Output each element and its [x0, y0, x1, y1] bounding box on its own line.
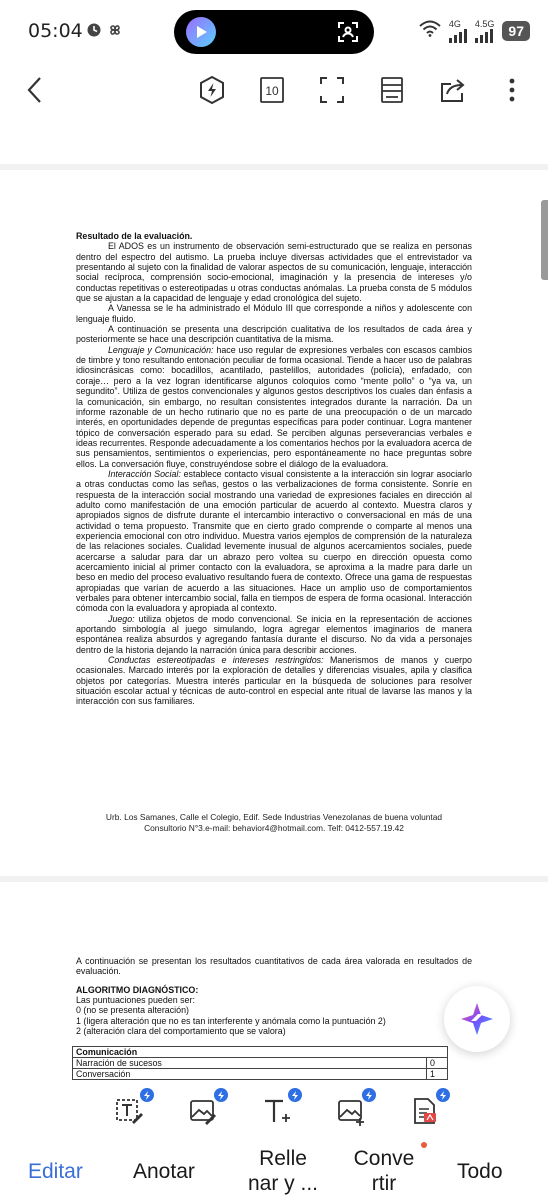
play-text: utiliza objetos de modo convencional. Se inicia en la representación de acciones aportando simbología al juego simulando, logra agregar elementos imaginarios de manera espontánea realiza absurdos y agregando fantasía durante el discurso. No da vida a personajes dentro de la historia dejando la narración única para describir acciones. — [76, 613, 472, 655]
pdf-convert-icon[interactable] — [410, 1096, 442, 1128]
table-header: Comunicación — [73, 1047, 448, 1058]
ai-shield-icon[interactable] — [197, 74, 227, 106]
tab-fill-line1: Relle — [259, 1147, 307, 1170]
back-arrow-icon[interactable] — [20, 74, 50, 106]
algorithm-title: ALGORITMO DIAGNÓSTICO: — [76, 984, 199, 995]
tab-convert[interactable] — [347, 1146, 421, 1196]
behaviors-text: Manerismos de manos y cuerpo ocasionales. Marcado interés por la exploración de detalles y diferencias visuales, apila y clasifica objetos por categorías. Muestra interés particular en la búsqueda de soluciones para resolver situación escolar actual y técnicas de auto-control en especial ante ritual de lavarse las manos y la interacción con sus familiares. — [76, 655, 472, 707]
footer-contact: Consultorio N°3.e-mail: behavior4@hotmail.com. Telf: 0412-557.19.42 — [144, 822, 404, 833]
alarm-icon — [86, 22, 102, 38]
tab-annotate[interactable]: Anotar — [133, 1160, 195, 1183]
score-0: 0 (no se presenta alteración) — [76, 1005, 189, 1016]
wifi-icon — [419, 20, 441, 42]
system-icons — [419, 18, 530, 44]
edit-tools-row — [0, 1082, 548, 1140]
add-image-icon[interactable] — [336, 1096, 368, 1128]
tab-convert-line2: rtir — [371, 1172, 397, 1195]
premium-badge-icon — [362, 1088, 376, 1102]
tab-fill-line2: nar y ... — [247, 1172, 319, 1195]
row-value: 0 — [427, 1058, 448, 1069]
page-previous — [0, 122, 548, 164]
premium-badge-icon — [214, 1088, 228, 1102]
scores-intro: Las puntuaciones pueden ser: — [76, 995, 195, 1006]
paragraph-behaviors — [76, 655, 472, 707]
social-label: Interacción Social: — [108, 468, 181, 479]
paragraph-description: A continuación se presenta una descripción cualitativa de los resultados de cada área y posteriormente se hace una descripción cuantitativa de la misma. — [76, 324, 472, 345]
edit-text-icon[interactable] — [114, 1096, 146, 1128]
more-icon[interactable] — [497, 74, 527, 106]
signal-bars-icon — [475, 29, 493, 43]
score-1: 1 (ligera alteración que no es tan interferente y anómala como la puntuación 2) — [76, 1015, 386, 1026]
screen-capture-icon[interactable] — [336, 20, 360, 44]
behaviors-label: Conductas estereotipadas e intereses restringidos: — [108, 655, 324, 666]
paragraph-ados: El ADOS es un instrumento de observación semi-estructurado que se realiza en personas dentro del espectro del autismo. La prueba incluye diversas actividades que el entrevistador va presentando al sujeto con la finalidad de valorar aspectos de su comunicación, lenguaje, interacción social recíproca, comprensión socio-emocional, imaginación y la presencia de intereses y/o conductas repetitivas o estereotipadas u otras conductas anómalas. La prueba consta de 5 módulos que se ajustan a la capacidad de lenguaje y edad cronológica del sujeto. — [76, 241, 472, 304]
status-bar — [0, 0, 548, 62]
fullscreen-icon[interactable] — [317, 74, 347, 106]
premium-badge-icon — [436, 1088, 450, 1102]
edit-image-icon[interactable] — [188, 1096, 220, 1128]
row-label: Narración de sucesos — [73, 1058, 427, 1069]
signal-2 — [475, 20, 495, 43]
signal-1 — [449, 20, 467, 43]
page-2-text — [76, 956, 472, 1036]
signal-bars-icon — [449, 29, 467, 43]
footer-address: Urb. Los Samanes, Calle el Colegio, Edif. Sede Industrias Venezolanas de buena voluntad — [105, 812, 443, 822]
fan-icon — [107, 22, 123, 38]
table-row — [73, 1069, 448, 1080]
tab-edit[interactable]: Editar — [28, 1160, 83, 1183]
row-label: Conversación — [73, 1069, 427, 1080]
page-1[interactable] — [0, 170, 548, 876]
row-value: 1 — [427, 1069, 448, 1080]
page-1-text — [76, 231, 472, 707]
tab-fill-sign[interactable] — [240, 1146, 326, 1196]
add-text-icon[interactable] — [262, 1096, 294, 1128]
language-label: Lenguaje y Comunicación: — [108, 344, 214, 355]
media-app-icon[interactable] — [186, 17, 216, 47]
language-text: hace uso regular de expresiones verbales con escasos cambios de timbre y tono resultando entonación peculiar de forma ocasional. Tiende a hacer uso de palabras idiosincrásicas como: bocadillos, acantilado, pastelillos, autoridades (policía), enfadado, con coraje… pero a la vez logran identificarse algunos coloquios como “mente pollo” o “ya va, un segundito”. Utiliza de gestos convencionales y algunos gestos descriptivos los cuales dan énfasis a la comunicación, sin embargo, no resultan consistentes integrados durante la narración. Da un informe razonable de un hecho rutinario que no es parte de una preocupación o de un marcado interés, en oportunidades depende de preguntas específicas para poder continuar. Logra mantener tópico de conversación esperado para su edad. Se perciben algunas perseverancias verbales e ideas recurrentes. Responde adecuadamente a los comentarios hechos por la evaluadora acerca de sus pensamientos, sentimientos o experiencias, pero espontáneamente no hace preguntas sobre ellos. La conversación fluye, construyéndose sobre el diálogo de la evaluadora. — [76, 344, 473, 469]
paragraph-language — [76, 345, 472, 469]
page-footer — [76, 812, 472, 833]
scrollbar-thumb[interactable] — [541, 200, 548, 280]
reader-mode-icon[interactable] — [377, 74, 407, 106]
paragraph-module: A Vanessa se le ha administrado el Módulo III que corresponde a niños y adolescente con lenguaje fluido. — [76, 303, 472, 324]
score-2: 2 (alteración clara del comportamiento que se valora) — [76, 1026, 286, 1037]
social-text: establece contacto visual consistente a la interacción sin lograr asociarlo a otras conductas como las señas, gestos o las verbalizaciones de forma consistente. Sonríe en respuesta de la interacción social mostrando una variedad de expresiones faciales en dirección al adulto como manifestación de una emoción particular de acuerdo al contexto. Muestra claros y apropiados signos de disfrute durante el intercambio interactivo o conversacional en más de una actividad o tema propuesto. Transmite que en cierto grado comprende o comparte al menos una experiencia emocional con otro individuo. Muestra varios ejemplos de comprensión de la naturaleza de las relaciones sociales. Cualidad levemente inusual de algunos acercamientos sociales, puede acercarse a saludar para dar un abrazo pero voltea su cuerpo en dirección opuesta como acercamiento inicial al primer contacto con la evaluadora, se aproxima a la madre para darle un beso en medio del proceso evaluativo resultando fuera de contexto. Ofrece una gama de respuestas apropiadas que varían de acuerdo a las situaciones. Hace un amplio uso de comportamientos verbales para obtener intercambio social, falla en tiempos de espera de forma ocasional. Interacción cómoda con la evaluadora y apropiada al contexto. — [76, 468, 472, 614]
page-count-label: 10 — [265, 84, 279, 98]
bottom-navigation — [0, 1140, 548, 1199]
paragraph-social — [76, 469, 472, 614]
battery-indicator: 97 — [502, 21, 530, 41]
ai-sparkle-icon — [459, 1001, 495, 1037]
paragraph-play — [76, 614, 472, 655]
table-row — [73, 1058, 448, 1069]
network-type-1: 4G — [448, 18, 461, 29]
notification-dot — [421, 1142, 427, 1148]
ai-assistant-button[interactable] — [444, 986, 510, 1052]
top-toolbar — [0, 62, 548, 122]
premium-badge-icon — [288, 1088, 302, 1102]
share-icon[interactable] — [437, 74, 467, 106]
quantitative-intro: A continuación se presentan los resultados cuantitativos de cada área valorada en resultados de evaluación. — [76, 956, 472, 977]
tab-convert-line1: Conve — [353, 1147, 415, 1170]
premium-badge-icon — [140, 1088, 154, 1102]
tab-all[interactable]: Todo — [457, 1160, 503, 1183]
network-type-2: 4.5G — [474, 18, 495, 29]
clock: 05:04 — [28, 20, 83, 42]
dynamic-island[interactable] — [174, 10, 374, 54]
page-count-icon[interactable] — [257, 74, 287, 106]
play-label: Juego: — [108, 613, 135, 624]
diagnostic-table — [72, 1046, 448, 1080]
result-heading: Resultado de la evaluación. — [76, 231, 193, 241]
